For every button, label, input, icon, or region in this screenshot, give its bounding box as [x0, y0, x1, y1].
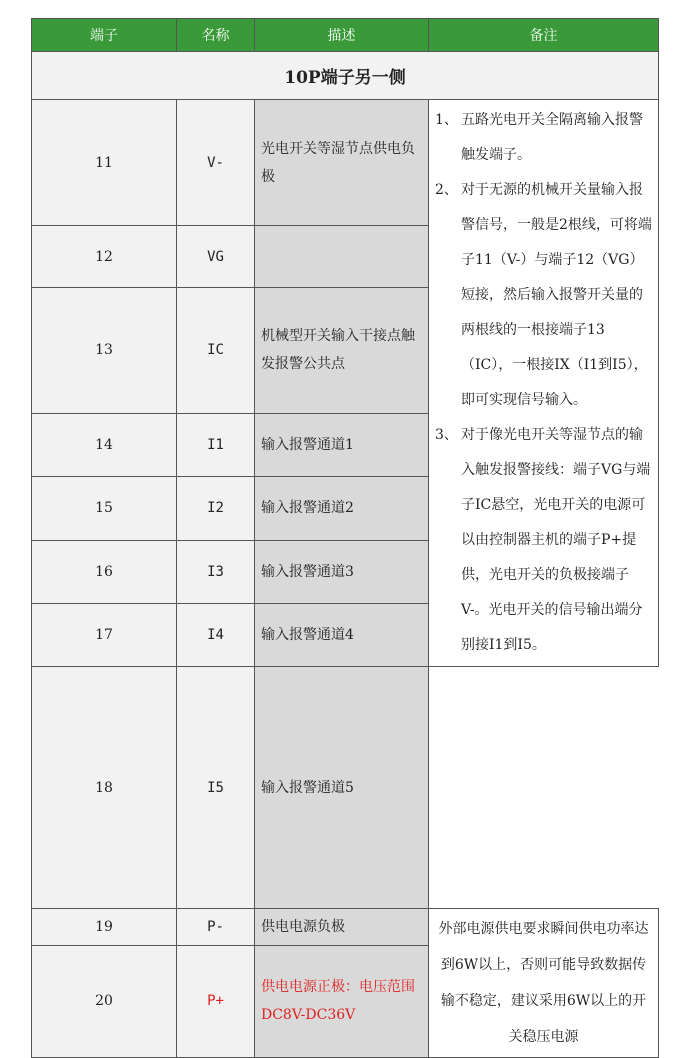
terminal-description: 输入报警通道1: [255, 414, 429, 477]
power-note: 外部电源供电要求瞬间供电功率达到6W以上，否则可能导致数据传输不稳定，建议采用6W以上的开关稳压电源: [429, 909, 659, 1058]
terminal-name: I3: [177, 540, 255, 603]
header-row: [32, 19, 659, 52]
note-text: 五路光电开关全隔离输入报警触发端子。: [461, 112, 643, 163]
note-index: 3、: [435, 427, 458, 443]
terminal-description: 供电电源正极：电压范围DC8V-DC36V: [255, 945, 429, 1057]
terminal-description: 机械型开关输入干接点触发报警公共点: [255, 287, 429, 413]
terminal-number: 19: [32, 909, 177, 946]
terminal-number: 11: [32, 100, 177, 226]
terminal-number: 13: [32, 287, 177, 413]
terminal-number: 14: [32, 414, 177, 477]
section-row: [32, 52, 659, 100]
terminal-name: VG: [177, 226, 255, 287]
terminal-name: V-: [177, 100, 255, 226]
note-index: 1、: [435, 112, 458, 128]
terminal-name: I5: [177, 667, 255, 909]
terminal-table: [31, 18, 659, 1058]
terminal-name: I2: [177, 477, 255, 540]
terminal-description: 光电开关等湿节点供电负极: [255, 100, 429, 226]
terminal-name: I1: [177, 414, 255, 477]
terminal-description: 输入报警通道5: [255, 667, 429, 909]
terminal-description: 输入报警通道3: [255, 540, 429, 603]
terminal-name: IC: [177, 287, 255, 413]
header-terminal: 端子: [32, 19, 177, 52]
note-text: 对于像光电开关等湿节点的输入触发报警接线：端子VG与端子IC悬空，光电开关的电源可以由控制器主机的端子P+提供，光电开关的负极接端子V-。光电开关的信号输出端分别接I1到I5。: [461, 427, 651, 653]
table-row: [32, 100, 659, 226]
terminal-number: 16: [32, 540, 177, 603]
header-description: 描述: [255, 19, 429, 52]
note-item: [435, 103, 652, 173]
terminal-name: I4: [177, 603, 255, 666]
note-item: [435, 418, 652, 663]
terminal-number: 12: [32, 226, 177, 287]
note-item: [435, 173, 652, 418]
terminal-description: 供电电源负极: [255, 909, 429, 946]
terminal-name: P-: [177, 909, 255, 946]
notes-cell: [429, 100, 659, 667]
section-title: 10P端子另一侧: [32, 52, 659, 100]
note-text: 对于无源的机械开关量输入报警信号，一般是2根线，可将端子11（V-）与端子12（VG）短接，然后输入报警开关量的两根线的一根接端子13（IC），一根接IX（I1到I5），即可实现信号输入。: [461, 182, 652, 408]
terminal-description: 输入报警通道2: [255, 477, 429, 540]
table-row: [32, 667, 659, 909]
terminal-description: 输入报警通道4: [255, 603, 429, 666]
terminal-number: 15: [32, 477, 177, 540]
terminal-name: P+: [177, 945, 255, 1057]
table-row: [32, 909, 659, 946]
terminal-number: 18: [32, 667, 177, 909]
header-name: 名称: [177, 19, 255, 52]
terminal-description: [255, 226, 429, 287]
terminal-number: 20: [32, 945, 177, 1057]
terminal-number: 17: [32, 603, 177, 666]
header-notes: 备注: [429, 19, 659, 52]
note-index: 2、: [435, 182, 458, 198]
